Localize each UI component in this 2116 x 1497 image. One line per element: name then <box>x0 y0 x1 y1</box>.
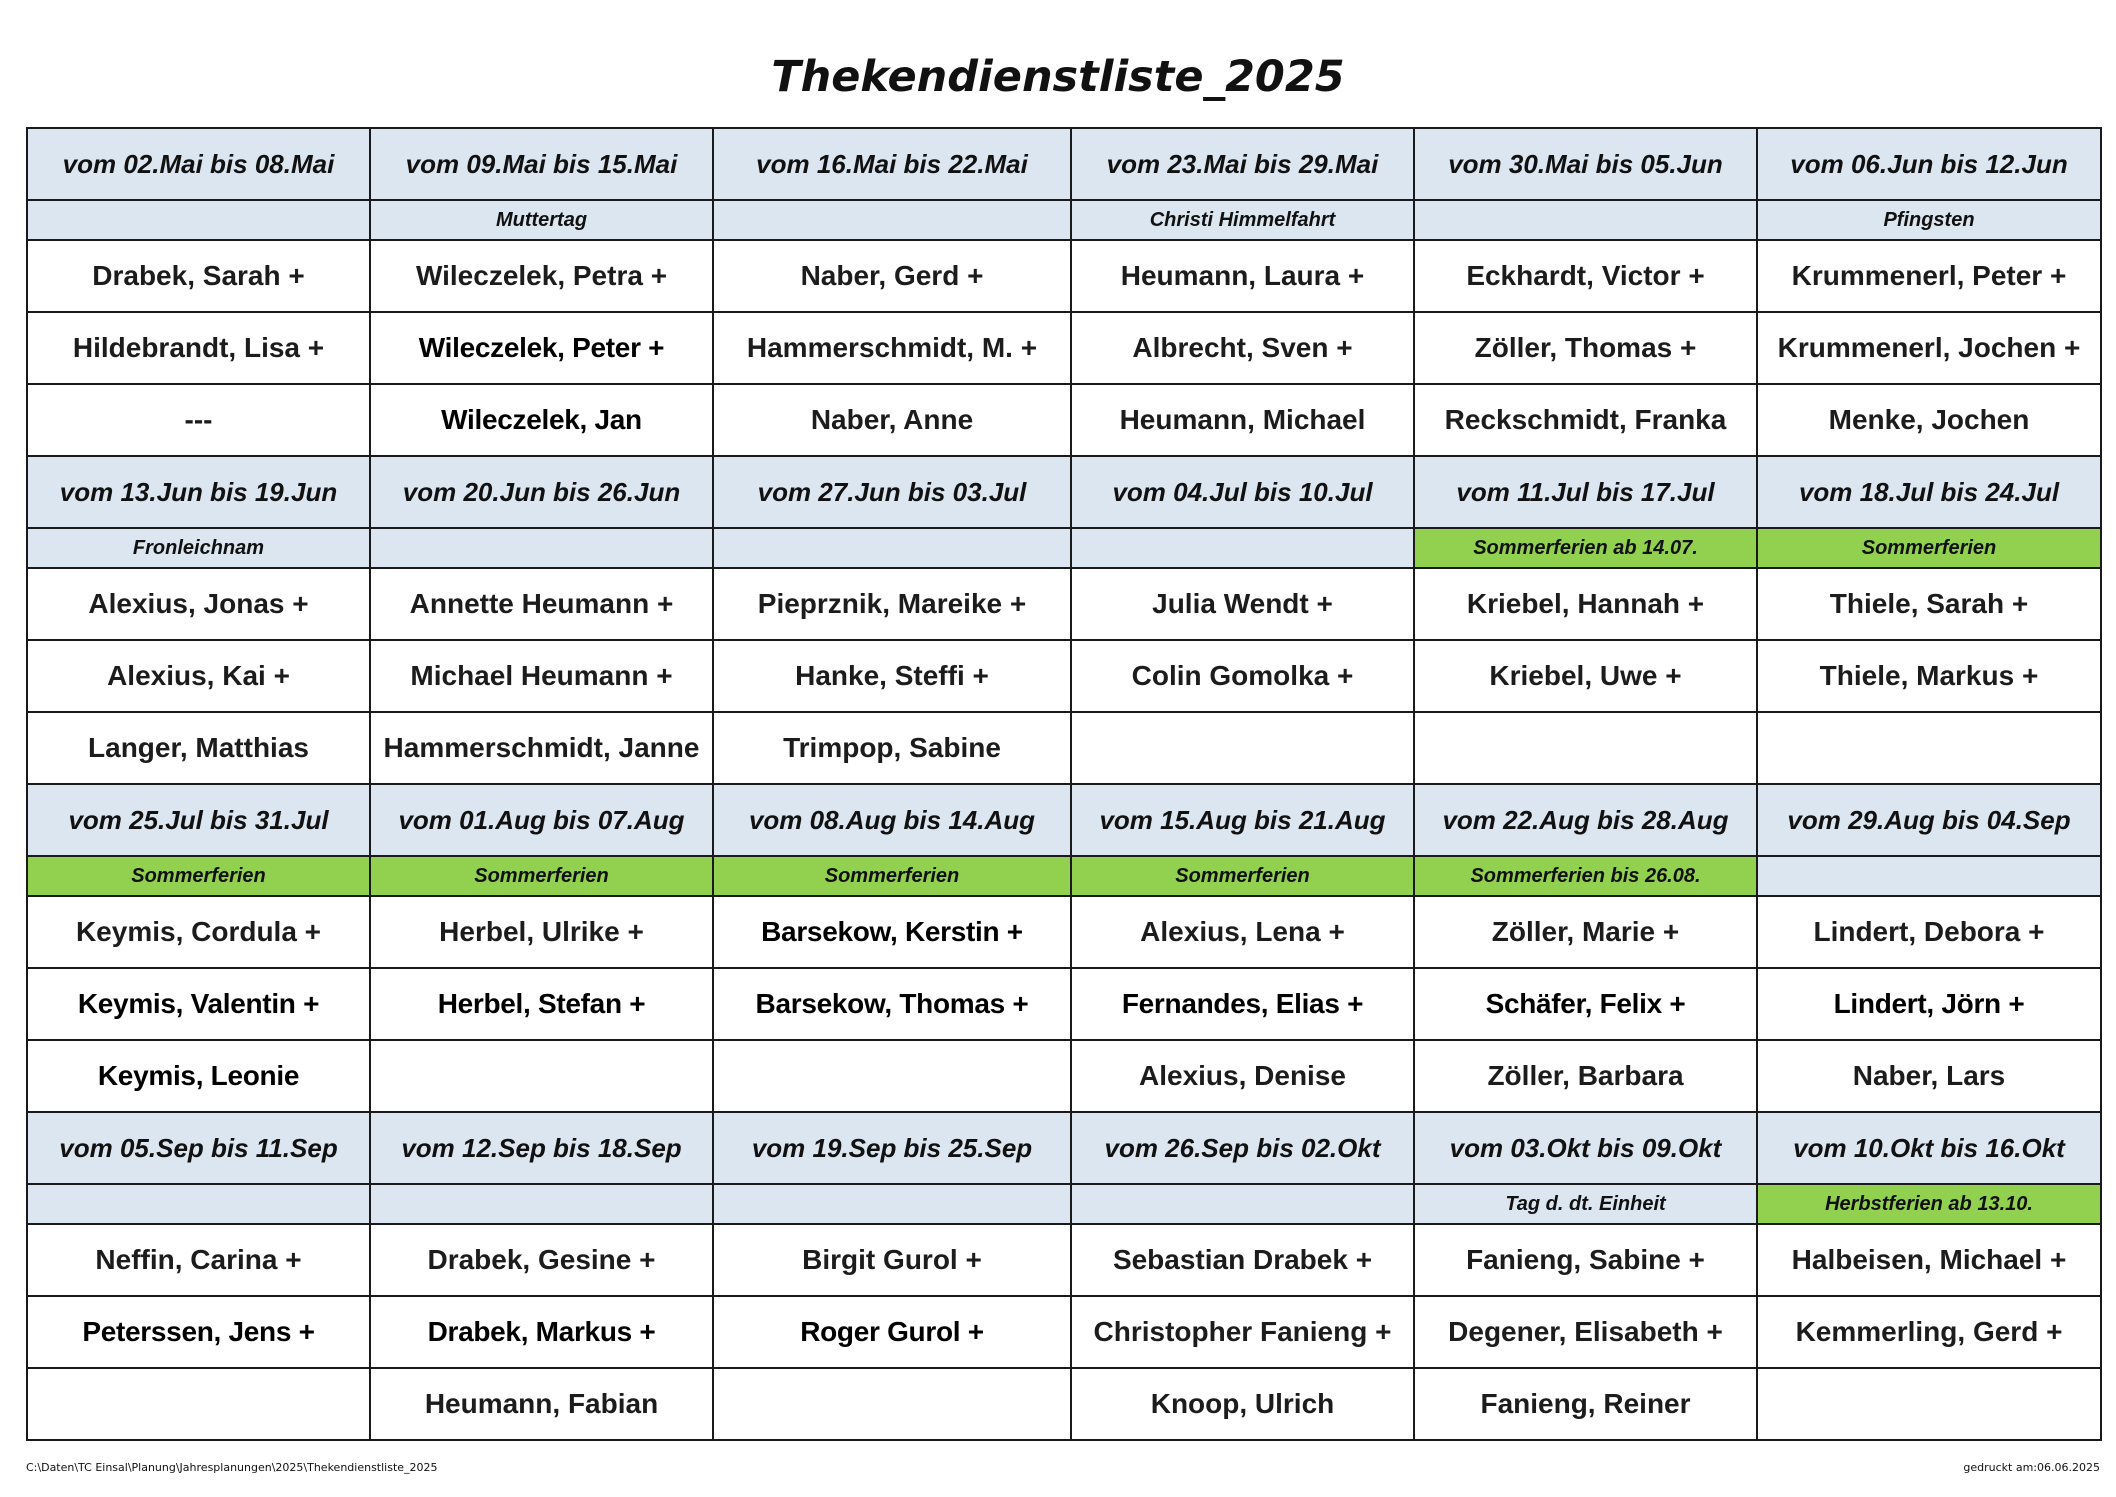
duty-name: Michael Heumann + <box>370 640 713 712</box>
duty-name: Alexius, Lena + <box>1071 896 1414 968</box>
duty-row <box>27 568 2101 640</box>
event-label: Sommerferien <box>27 856 370 896</box>
duty-name: Wileczelek, Jan <box>370 384 713 456</box>
duty-name: Krummenerl, Peter + <box>1757 240 2101 312</box>
duty-name: Halbeisen, Michael + <box>1757 1224 2101 1296</box>
duty-name: Colin Gomolka + <box>1071 640 1414 712</box>
week-range: vom 01.Aug bis 07.Aug <box>370 784 713 856</box>
duty-name: Degener, Elisabeth + <box>1414 1296 1757 1368</box>
week-range: vom 05.Sep bis 11.Sep <box>27 1112 370 1184</box>
duty-name: Hildebrandt, Lisa + <box>27 312 370 384</box>
week-range: vom 16.Mai bis 22.Mai <box>713 128 1071 200</box>
duty-name: Eckhardt, Victor + <box>1414 240 1757 312</box>
duty-name: Naber, Lars <box>1757 1040 2101 1112</box>
week-range: vom 23.Mai bis 29.Mai <box>1071 128 1414 200</box>
duty-name: Fanieng, Sabine + <box>1414 1224 1757 1296</box>
duty-name: Lindert, Debora + <box>1757 896 2101 968</box>
event-label: Sommerferien <box>1071 856 1414 896</box>
event-label <box>370 528 713 568</box>
duty-name: Naber, Gerd + <box>713 240 1071 312</box>
duty-name: Thiele, Sarah + <box>1757 568 2101 640</box>
event-label <box>713 200 1071 240</box>
duty-name: Albrecht, Sven + <box>1071 312 1414 384</box>
event-label: Christi Himmelfahrt <box>1071 200 1414 240</box>
duty-name: Lindert, Jörn + <box>1757 968 2101 1040</box>
duty-name: Annette Heumann + <box>370 568 713 640</box>
duty-name <box>1757 712 2101 784</box>
duty-name: Keymis, Cordula + <box>27 896 370 968</box>
duty-name: Hammerschmidt, Janne <box>370 712 713 784</box>
week-range: vom 25.Jul bis 31.Jul <box>27 784 370 856</box>
duty-name: Trimpop, Sabine <box>713 712 1071 784</box>
duty-name: Wileczelek, Petra + <box>370 240 713 312</box>
duty-name: Pieprznik, Mareike + <box>713 568 1071 640</box>
duty-name: Keymis, Valentin + <box>27 968 370 1040</box>
duty-name <box>713 1040 1071 1112</box>
duty-name: Knoop, Ulrich <box>1071 1368 1414 1440</box>
duty-name <box>370 1040 713 1112</box>
week-range: vom 02.Mai bis 08.Mai <box>27 128 370 200</box>
duty-name: Alexius, Denise <box>1071 1040 1414 1112</box>
week-range: vom 30.Mai bis 05.Jun <box>1414 128 1757 200</box>
duty-name <box>713 1368 1071 1440</box>
event-label: Sommerferien <box>713 856 1071 896</box>
duty-name <box>1757 1368 2101 1440</box>
duty-name: Heumann, Fabian <box>370 1368 713 1440</box>
event-label <box>27 200 370 240</box>
event-label: Sommerferien bis 26.08. <box>1414 856 1757 896</box>
event-label <box>1071 1184 1414 1224</box>
duty-name: Herbel, Stefan + <box>370 968 713 1040</box>
duty-name: Heumann, Michael <box>1071 384 1414 456</box>
duty-row <box>27 240 2101 312</box>
week-range: vom 18.Jul bis 24.Jul <box>1757 456 2101 528</box>
week-range: vom 06.Jun bis 12.Jun <box>1757 128 2101 200</box>
duty-name: Roger Gurol + <box>713 1296 1071 1368</box>
duty-name: Naber, Anne <box>713 384 1071 456</box>
duty-name: --- <box>27 384 370 456</box>
week-range: vom 15.Aug bis 21.Aug <box>1071 784 1414 856</box>
duty-name: Drabek, Markus + <box>370 1296 713 1368</box>
week-range: vom 10.Okt bis 16.Okt <box>1757 1112 2101 1184</box>
week-header-row <box>27 456 2101 528</box>
duty-name: Alexius, Jonas + <box>27 568 370 640</box>
duty-name: Alexius, Kai + <box>27 640 370 712</box>
event-row <box>27 856 2101 896</box>
duty-name: Heumann, Laura + <box>1071 240 1414 312</box>
duty-name: Herbel, Ulrike + <box>370 896 713 968</box>
week-range: vom 29.Aug bis 04.Sep <box>1757 784 2101 856</box>
duty-row <box>27 384 2101 456</box>
week-header-row <box>27 1112 2101 1184</box>
event-label <box>1414 200 1757 240</box>
duty-name: Kemmerling, Gerd + <box>1757 1296 2101 1368</box>
event-label <box>27 1184 370 1224</box>
week-header-row <box>27 784 2101 856</box>
duty-name: Hanke, Steffi + <box>713 640 1071 712</box>
duty-name: Kriebel, Hannah + <box>1414 568 1757 640</box>
duty-name: Schäfer, Felix + <box>1414 968 1757 1040</box>
week-range: vom 08.Aug bis 14.Aug <box>713 784 1071 856</box>
week-range: vom 27.Jun bis 03.Jul <box>713 456 1071 528</box>
duty-row <box>27 968 2101 1040</box>
duty-name: Thiele, Markus + <box>1757 640 2101 712</box>
duty-name: Reckschmidt, Franka <box>1414 384 1757 456</box>
duty-name: Kriebel, Uwe + <box>1414 640 1757 712</box>
duty-table <box>26 127 2102 1441</box>
duty-name: Barsekow, Thomas + <box>713 968 1071 1040</box>
duty-name: Barsekow, Kerstin + <box>713 896 1071 968</box>
duty-name: Julia Wendt + <box>1071 568 1414 640</box>
duty-name: Hammerschmidt, M. + <box>713 312 1071 384</box>
page-title: Thekendienstliste_2025 <box>771 52 1345 102</box>
event-label <box>1071 528 1414 568</box>
week-range: vom 26.Sep bis 02.Okt <box>1071 1112 1414 1184</box>
week-range: vom 11.Jul bis 17.Jul <box>1414 456 1757 528</box>
duty-row <box>27 1224 2101 1296</box>
file-path: C:\Daten\TC Einsal\Planung\Jahresplanungen\2025\Thekendienstliste_2025 <box>26 1461 438 1474</box>
week-range: vom 13.Jun bis 19.Jun <box>27 456 370 528</box>
event-label: Sommerferien <box>1757 528 2101 568</box>
event-label: Tag d. dt. Einheit <box>1414 1184 1757 1224</box>
week-range: vom 20.Jun bis 26.Jun <box>370 456 713 528</box>
duty-name: Birgit Gurol + <box>713 1224 1071 1296</box>
event-label: Pfingsten <box>1757 200 2101 240</box>
event-row <box>27 200 2101 240</box>
duty-name: Sebastian Drabek + <box>1071 1224 1414 1296</box>
duty-row <box>27 312 2101 384</box>
duty-row <box>27 896 2101 968</box>
week-range: vom 03.Okt bis 09.Okt <box>1414 1112 1757 1184</box>
event-row <box>27 528 2101 568</box>
duty-name: Zöller, Thomas + <box>1414 312 1757 384</box>
week-range: vom 19.Sep bis 25.Sep <box>713 1112 1071 1184</box>
duty-name: Neffin, Carina + <box>27 1224 370 1296</box>
event-label: Sommerferien ab 14.07. <box>1414 528 1757 568</box>
event-label <box>370 1184 713 1224</box>
event-label: Fronleichnam <box>27 528 370 568</box>
duty-name: Christopher Fanieng + <box>1071 1296 1414 1368</box>
duty-name: Keymis, Leonie <box>27 1040 370 1112</box>
print-date: gedruckt am:06.06.2025 <box>1963 1461 2100 1474</box>
duty-row <box>27 640 2101 712</box>
event-label <box>713 1184 1071 1224</box>
duty-name: Drabek, Gesine + <box>370 1224 713 1296</box>
duty-name: Fernandes, Elias + <box>1071 968 1414 1040</box>
duty-name <box>27 1368 370 1440</box>
event-label <box>713 528 1071 568</box>
event-label: Muttertag <box>370 200 713 240</box>
duty-name: Peterssen, Jens + <box>27 1296 370 1368</box>
duty-name: Zöller, Barbara <box>1414 1040 1757 1112</box>
duty-name: Krummenerl, Jochen + <box>1757 312 2101 384</box>
event-label <box>1757 856 2101 896</box>
event-label: Sommerferien <box>370 856 713 896</box>
duty-row <box>27 712 2101 784</box>
event-label: Herbstferien ab 13.10. <box>1757 1184 2101 1224</box>
week-range: vom 12.Sep bis 18.Sep <box>370 1112 713 1184</box>
duty-name: Zöller, Marie + <box>1414 896 1757 968</box>
duty-name: Menke, Jochen <box>1757 384 2101 456</box>
duty-name <box>1414 712 1757 784</box>
event-row <box>27 1184 2101 1224</box>
duty-row <box>27 1296 2101 1368</box>
week-range: vom 22.Aug bis 28.Aug <box>1414 784 1757 856</box>
duty-row <box>27 1368 2101 1440</box>
week-range: vom 04.Jul bis 10.Jul <box>1071 456 1414 528</box>
week-range: vom 09.Mai bis 15.Mai <box>370 128 713 200</box>
duty-name: Langer, Matthias <box>27 712 370 784</box>
duty-name: Drabek, Sarah + <box>27 240 370 312</box>
week-header-row <box>27 128 2101 200</box>
duty-name: Fanieng, Reiner <box>1414 1368 1757 1440</box>
duty-name <box>1071 712 1414 784</box>
duty-name: Wileczelek, Peter + <box>370 312 713 384</box>
duty-row <box>27 1040 2101 1112</box>
